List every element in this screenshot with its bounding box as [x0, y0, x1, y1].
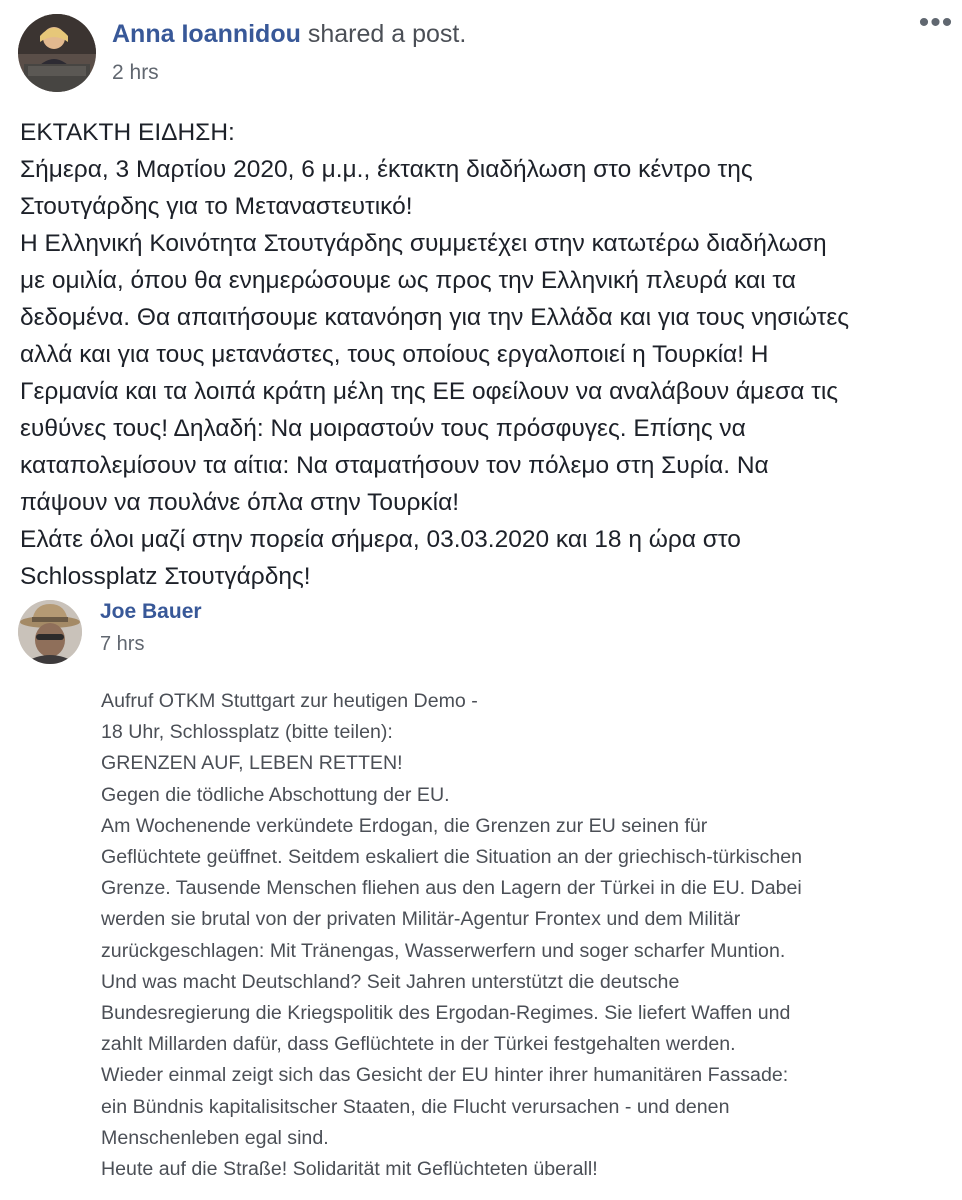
shared-post-timestamp[interactable]: 7 hrs — [100, 633, 145, 655]
shared-body-line: GRENZEN AUF, LEBEN RETTEN! — [101, 752, 403, 775]
post-body-line: ΕΚΤΑΚΤΗ ΕΙΔΗΣΗ: — [20, 119, 235, 146]
post-body-line: αλλά και για τους μετανάστες, τους οποίους εργαλοποιεί η Τουρκία! Η — [20, 341, 769, 368]
post-body-line: πάψουν να πουλάνε όπλα στην Τουρκία! — [20, 489, 460, 516]
shared-author-name-link[interactable]: Joe Bauer — [100, 600, 202, 623]
shared-post-body — [101, 686, 951, 1185]
shared-body-line: zahlt Millarden dafür, dass Geflüchtete in der Türkei festgehalten werden. — [101, 1033, 736, 1056]
post-body-line: Σήμερα, 3 Μαρτίου 2020, 6 μ.μ., έκτακτη διαδήλωση στο κέντρο της — [20, 156, 753, 183]
person-photo-icon — [18, 14, 96, 92]
shared-body-line: Geflüchtete geüffnet. Seitdem eskaliert die Situation an der griechisch-türkischen — [101, 846, 803, 869]
post-timestamp[interactable]: 2 hrs — [112, 61, 159, 84]
shared-body-line: Menschenleben egal sind. — [101, 1126, 329, 1149]
post-body-line: Η Ελληνική Κοινότητα Στουτγάρδης συμμετέχει στην κατωτέρω διαδήλωση — [20, 230, 827, 257]
shared-body-line: Grenze. Tausende Menschen fliehen aus den Lagern der Türkei in die EU. Dabei — [101, 877, 802, 900]
author-avatar[interactable] — [18, 14, 96, 92]
more-options-icon[interactable]: ••• — [918, 6, 954, 39]
post-body-line: Στουτγάρδης για το Μεταναστευτικό! — [20, 193, 413, 220]
author-name-link[interactable]: Anna Ioannidou — [112, 20, 301, 48]
post-body-line: δεδομένα. Θα απαιτήσουμε κατανόηση για την Ελλάδα και για τους νησιώτες — [20, 304, 850, 331]
post-body — [20, 114, 950, 595]
person-hat-photo-icon — [18, 600, 82, 664]
shared-body-line: Und was macht Deutschland? Seit Jahren unterstützt die deutsche — [101, 970, 680, 993]
shared-action-text: shared a post. — [307, 20, 467, 48]
shared-body-line: 18 Uhr, Schlossplatz (bitte teilen): — [101, 721, 393, 744]
shared-author-avatar[interactable] — [18, 600, 82, 664]
post-body-line: Ελάτε όλοι μαζί στην πορεία σήμερα, 03.03.2020 και 18 η ώρα στο — [20, 526, 741, 553]
shared-body-line: werden sie brutal von der privaten Militär-Agentur Frontex und dem Militär — [101, 908, 741, 931]
shared-body-line: Wieder einmal zeigt sich das Gesicht der EU hinter ihrer humanitären Fassade: — [101, 1064, 789, 1087]
post-body-line: με ομιλία, όπου θα ενημερώσουμε ως προς την Ελληνική πλευρά και τα — [20, 267, 796, 294]
post-body-line: Γερμανία και τα λοιπά κράτη μέλη της ΕΕ οφείλουν να αναλάβουν άμεσα τις — [20, 378, 839, 405]
post-body-line: ευθύνες τους! Δηλαδή: Να μοιραστούν τους πρόσφυγες. Επίσης να — [20, 415, 746, 442]
shared-body-line: zurückgeschlagen: Mit Tränengas, Wasserwerfern und soger scharfer Muntion. — [101, 939, 786, 962]
post-body-line: καταπολεμίσουν τα αίτια: Να σταματήσουν τον πόλεμο στη Συρία. Να — [20, 452, 769, 479]
shared-body-line: Heute auf die Straße! Solidarität mit Geflüchteten überall! — [101, 1158, 598, 1181]
shared-body-line: Bundesregierung die Kriegspolitik des Ergodan-Regimes. Sie liefert Waffen und — [101, 1002, 791, 1025]
shared-body-line: Gegen die tödliche Abschottung der EU. — [101, 783, 450, 806]
post-header — [112, 20, 466, 49]
shared-body-line: ein Bündnis kapitalisitscher Staaten, die Flucht verursachen - und denen — [101, 1095, 730, 1118]
shared-body-line: Am Wochenende verkündete Erdogan, die Grenzen zur EU seinen für — [101, 814, 708, 837]
post-body-line: Schlossplatz Στουτγάρδης! — [20, 563, 311, 590]
shared-body-line: Aufruf OTKM Stuttgart zur heutigen Demo - — [101, 690, 478, 712]
